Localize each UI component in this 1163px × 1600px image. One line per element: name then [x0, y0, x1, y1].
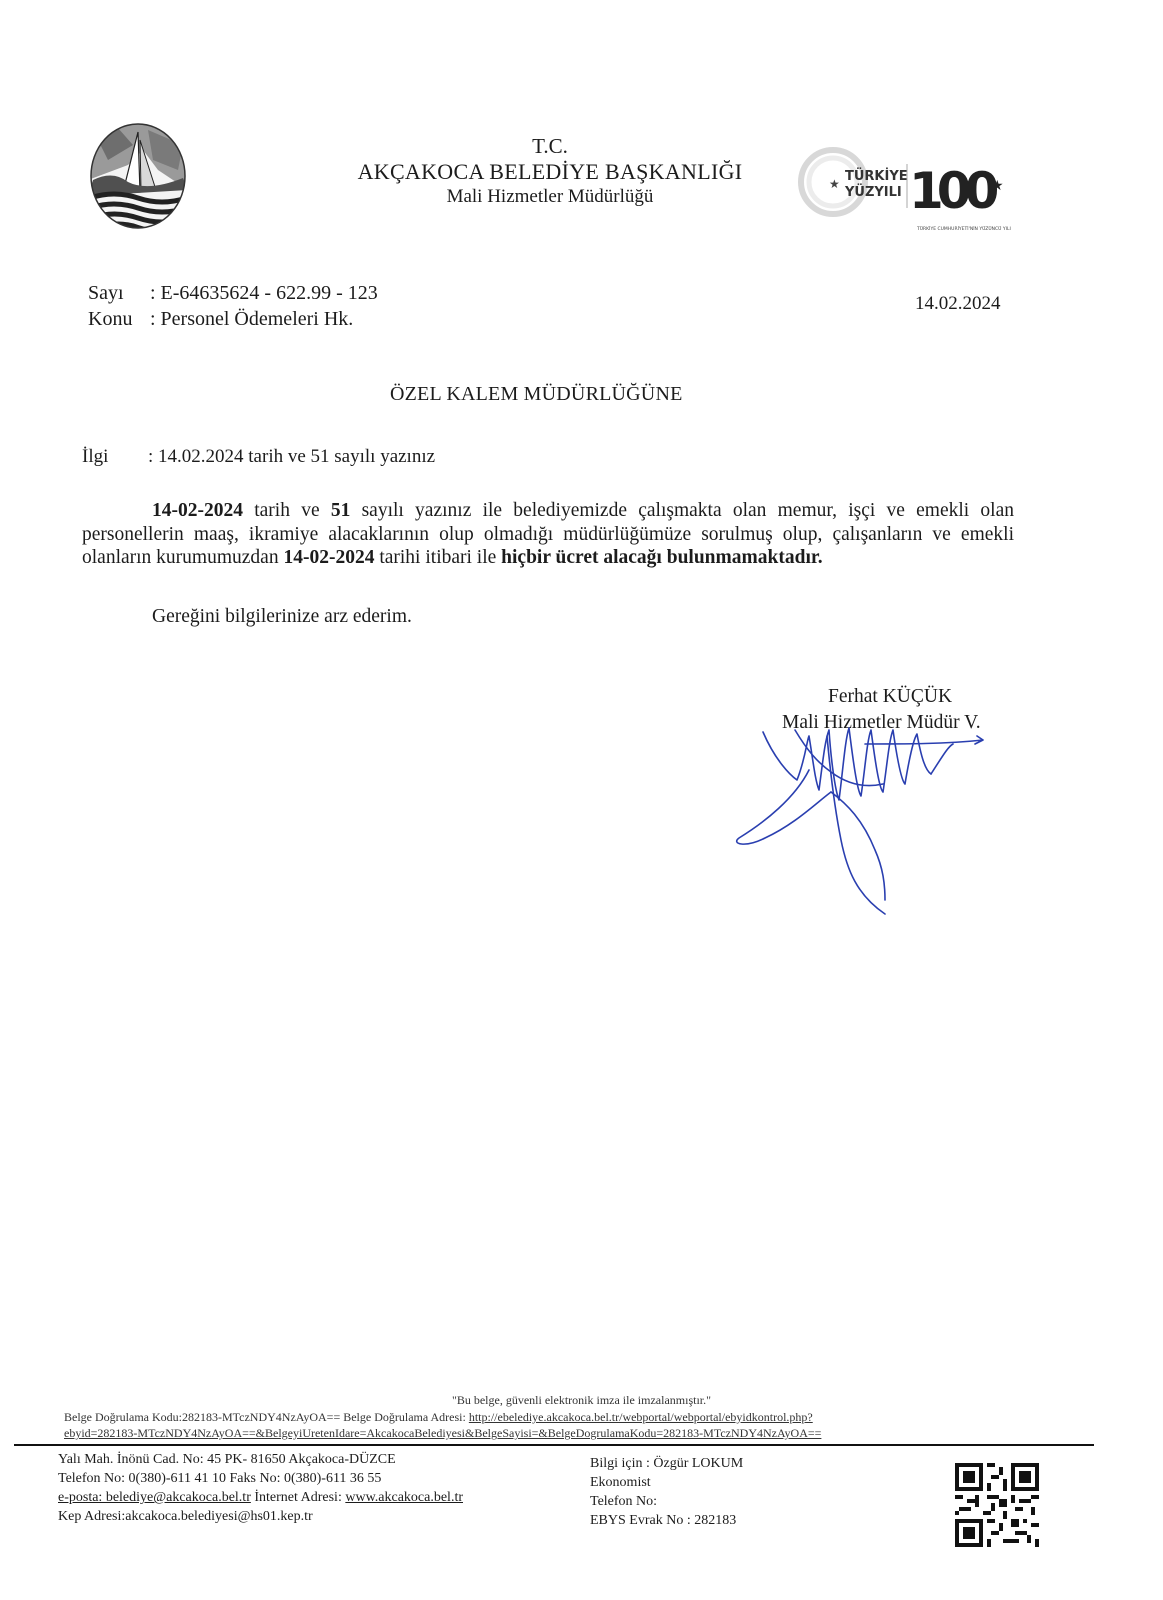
body-text-2: sayılı yazınız ile belediyemizde çalışmakta olan memur, işçi ve emekli olan personellerin maaş, ikramiye alacaklarının olup olmadığı müdürlüğümüze sorulmuş olup, çalışanların ve emekli olanların kurumumuzdan: [82, 500, 1015, 568]
logo-text-turkiye: TÜRKİYE: [845, 169, 908, 184]
verification-block: [64, 1409, 1064, 1441]
turkiye-yuzyili-logo: [795, 146, 1015, 238]
header-tc: T.C.: [532, 134, 568, 158]
email-link[interactable]: e-posta: belediye@akcakoca.bel.tr: [58, 1490, 251, 1505]
header-department: Mali Hizmetler Müdürlüğü: [446, 186, 654, 207]
body-text-3: tarihi itibari ile: [374, 547, 502, 568]
svg-text:★: ★: [991, 178, 1004, 194]
handwritten-signature: [735, 700, 1005, 940]
body-date-2: 14-02-2024: [283, 547, 375, 568]
logo-caption: TÜRKİYE CUMHURİYETİ'NİN YÜZÜNCÜ YILI: [917, 227, 1011, 232]
verification-line-1: [64, 1409, 1064, 1425]
esign-note: "Bu belge, güvenli elektronik imza ile imzalanmıştır.": [451, 1393, 712, 1407]
svg-text:★: ★: [829, 177, 840, 191]
contact-person: [590, 1454, 743, 1530]
address: Yalı Mah. İnönü Cad. No: 45 PK- 81650 Akçakoca-DÜZCE: [58, 1452, 396, 1467]
website-link[interactable]: www.akcakoca.bel.tr: [345, 1490, 463, 1505]
internet-label: İnternet Adresi:: [250, 1490, 346, 1505]
ilgi-value: : 14.02.2024 tarih ve 51 sayılı yazınız: [148, 446, 436, 467]
signatory-title: Mali Hizmetler Müdür V.: [782, 712, 981, 733]
addressee: ÖZEL KALEM MÜDÜRLÜĞÜNE: [390, 383, 683, 405]
info-title: Ekonomist: [590, 1475, 651, 1490]
phone-fax: Telefon No: 0(380)-611 41 10 Faks No: 0(380)-611 36 55: [58, 1471, 382, 1486]
body-text-1: tarih ve: [243, 500, 331, 521]
reference-row: [82, 446, 435, 468]
sayi-label: Sayı: [88, 282, 124, 304]
sayi-value: : E-64635624 - 622.99 - 123: [150, 282, 378, 304]
kep-address: Kep Adresi:akcakoca.belediyesi@hs01.kep.tr: [58, 1509, 313, 1524]
konu-row: [88, 306, 378, 332]
ilgi-label: İlgi: [82, 446, 109, 467]
body-number: 51: [330, 500, 351, 521]
municipality-emblem-icon: [88, 120, 188, 232]
letter-body: [82, 499, 1014, 570]
body-date: 14-02-2024: [152, 500, 243, 521]
document-date: 14.02.2024: [915, 293, 1001, 314]
sayi-row: [88, 280, 378, 306]
konu-value: : Personel Ödemeleri Hk.: [150, 308, 354, 330]
info-phone: Telefon No:: [590, 1494, 658, 1509]
footer-divider: [14, 1444, 1094, 1446]
logo-text-yuzyili: YÜZYILI: [845, 185, 902, 200]
ebys-number: EBYS Evrak No : 282183: [590, 1513, 737, 1528]
verification-link-continued[interactable]: ebyid=282183-MTczNDY4NzAyOA==&BelgeyiUretenIdare=AkcakocaBelediyesi&BelgeSayisi=&BelgeDogrulamaKodu=282183-MTczNDY4NzAyOA==: [64, 1426, 822, 1440]
body-conclusion: hiçbir ücret alacağı bulunmamaktadır.: [501, 547, 823, 568]
letterhead: [250, 134, 850, 208]
document-meta: [88, 280, 378, 332]
header-municipality: AKÇAKOCA BELEDİYE BAŞKANLIĞI: [357, 159, 743, 184]
info-for: Bilgi için : Özgür LOKUM: [590, 1456, 744, 1471]
contact-info: [58, 1450, 463, 1526]
verification-link[interactable]: http://ebelediye.akcakoca.bel.tr/webportal/webportal/ebyidkontrol.php?: [468, 1410, 813, 1424]
closing-line: Gereğini bilgilerinize arz ederim.: [152, 606, 412, 627]
logo-text-100: 100: [909, 162, 993, 220]
qr-code-icon: [955, 1463, 1039, 1547]
konu-label: Konu: [88, 308, 133, 330]
body-paragraph: [82, 499, 1014, 570]
signatory-name: Ferhat KÜÇÜK: [828, 686, 953, 707]
email-website-row: [58, 1488, 463, 1507]
verification-code: Belge Doğrulama Kodu:282183-MTczNDY4NzAyOA== Belge Doğrulama Adresi:: [64, 1410, 469, 1424]
